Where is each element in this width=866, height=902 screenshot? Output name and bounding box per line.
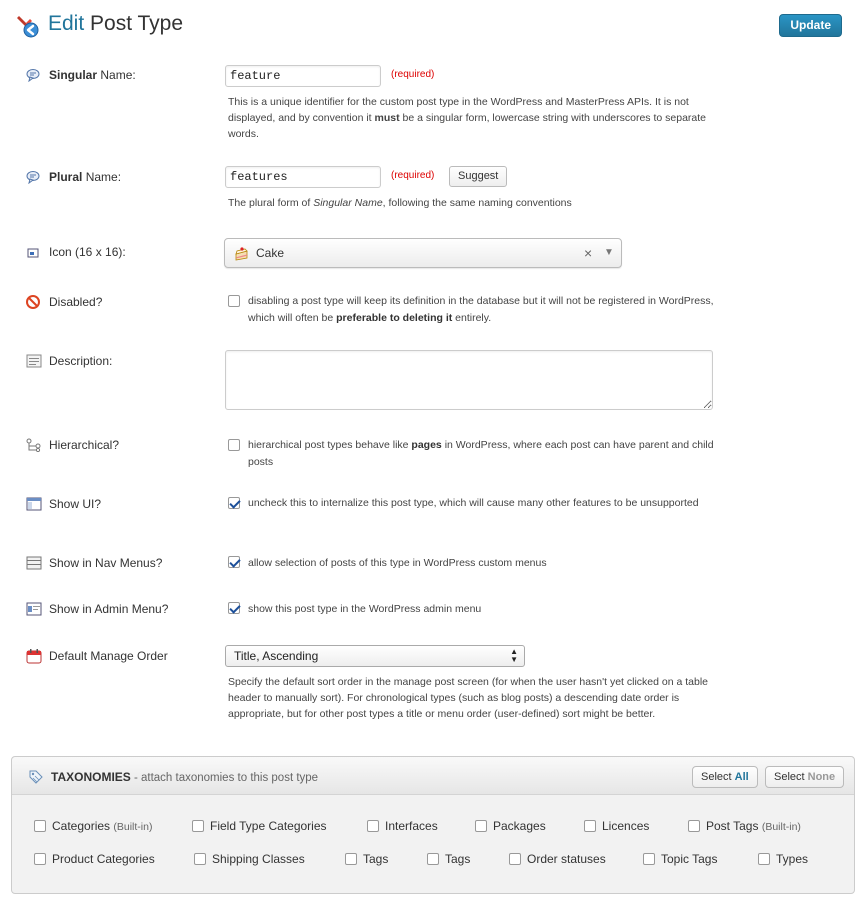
icon-select-value: Cake: [256, 246, 285, 260]
page-title: [48, 10, 183, 38]
icon-label: Icon (16 x 16):: [49, 245, 126, 259]
show-nav-checkbox[interactable]: [228, 556, 240, 568]
clear-icon[interactable]: ×: [584, 245, 593, 261]
show-admin-label: Show in Admin Menu?: [49, 602, 169, 616]
taxonomy-checkbox[interactable]: [367, 820, 379, 832]
show-ui-label: Show UI?: [49, 497, 102, 511]
admin-window-icon: [26, 602, 42, 616]
speech-bubble-icon: [26, 170, 40, 184]
manage-order-help-text: Specify the default sort order in the manage post screen (for when the user hasn't yet clicked on a table header to manually sort). For chronological types (such as blog posts) a descending date order is appropriate, but for other post types a title or menu order (user-defined) sort might be better.: [228, 676, 709, 720]
suggest-button[interactable]: Suggest: [449, 166, 507, 187]
show-nav-label: Show in Nav Menus?: [49, 556, 163, 570]
description-textarea[interactable]: [225, 350, 713, 410]
menu-icon: [26, 556, 42, 570]
speech-bubble-icon: [26, 68, 40, 82]
taxonomy-checkbox[interactable]: [584, 820, 596, 832]
plural-required-note: (required): [391, 170, 435, 181]
hierarchical-description: hierarchical post types behave like pages in WordPress, where each post can have parent and child posts: [248, 439, 714, 468]
no-entry-icon: [26, 295, 40, 309]
plural-help-text: The plural form of Singular Name, following the same naming conventions: [228, 197, 572, 209]
taxonomy-checkbox[interactable]: [509, 853, 521, 865]
manage-order-label: Default Manage Order: [49, 649, 168, 663]
taxonomy-checkbox[interactable]: [194, 853, 206, 865]
icon-select[interactable]: [224, 238, 622, 268]
taxonomy-checkbox[interactable]: [34, 820, 46, 832]
taxonomy-checkbox[interactable]: [688, 820, 700, 832]
manage-order-value: Title, Ascending: [234, 649, 319, 663]
small-window-icon: [26, 246, 40, 260]
show-ui-description: uncheck this to internalize this post type, which will cause many other features to be unsupported: [248, 497, 699, 509]
taxonomy-checkbox[interactable]: [758, 853, 770, 865]
tag-icon: [28, 769, 44, 785]
document-lines-icon: [26, 354, 42, 368]
taxonomies-panel: TAXONOMIES - attach taxonomies to this post type Select All Select None Categories (Built-in) Field Type Categories Interfaces Packages Licences Post Tags (Built-in) Product Categories Shipping Classes Tags Tags Order statuses Topic Tags Types: [11, 756, 855, 894]
plural-name-input[interactable]: [225, 166, 381, 188]
show-nav-description: allow selection of posts of this type in WordPress custom menus: [248, 557, 547, 569]
select-all-button[interactable]: Select All: [692, 766, 758, 788]
disabled-description: disabling a post type will keep its definition in the database but it will not be registered in WordPress, which will often be preferable to deleting it entirely.: [248, 295, 714, 324]
singular-name-label: Singular Name:: [49, 68, 136, 82]
taxonomy-checkbox[interactable]: [192, 820, 204, 832]
select-arrows-icon: ▲ ▼: [510, 647, 518, 664]
manage-order-select[interactable]: [225, 645, 525, 667]
calendar-icon: [26, 648, 42, 664]
singular-help-text: This is a unique identifier for the custom post type in the WordPress and MasterPress APIs. It is not displayed, and by convention it must be a singular form, lowercase string with underscores to separate words.: [228, 96, 707, 140]
hierarchical-checkbox[interactable]: [228, 439, 240, 451]
taxonomies-header: [12, 757, 854, 795]
window-icon: [26, 497, 42, 511]
show-admin-checkbox[interactable]: [228, 602, 240, 614]
description-label: Description:: [49, 354, 113, 368]
title-rest: Post Type: [90, 12, 184, 35]
page-header: [16, 10, 846, 40]
taxonomies-title: TAXONOMIES - attach taxonomies to this post type: [51, 770, 319, 784]
hierarchy-icon: [26, 438, 42, 452]
taxonomy-checkbox[interactable]: [34, 853, 46, 865]
disabled-label: Disabled?: [49, 295, 103, 309]
pin-back-icon: [16, 14, 40, 38]
disabled-checkbox[interactable]: [228, 295, 240, 307]
taxonomy-checkbox[interactable]: [643, 853, 655, 865]
chevron-down-icon[interactable]: ▼: [604, 247, 614, 258]
update-button[interactable]: Update: [779, 14, 842, 37]
cake-icon: [234, 246, 249, 261]
singular-required-note: (required): [391, 69, 435, 80]
taxonomy-checkbox[interactable]: [475, 820, 487, 832]
select-none-button[interactable]: Select None: [765, 766, 844, 788]
hierarchical-label: Hierarchical?: [49, 438, 120, 452]
plural-name-label: Plural Name:: [49, 170, 122, 184]
show-admin-description: show this post type in the WordPress admin menu: [248, 603, 482, 615]
taxonomy-checkbox[interactable]: [427, 853, 439, 865]
taxonomy-checkbox[interactable]: [345, 853, 357, 865]
title-edit-word: Edit: [48, 12, 85, 35]
singular-name-input[interactable]: [225, 65, 381, 87]
show-ui-checkbox[interactable]: [228, 497, 240, 509]
